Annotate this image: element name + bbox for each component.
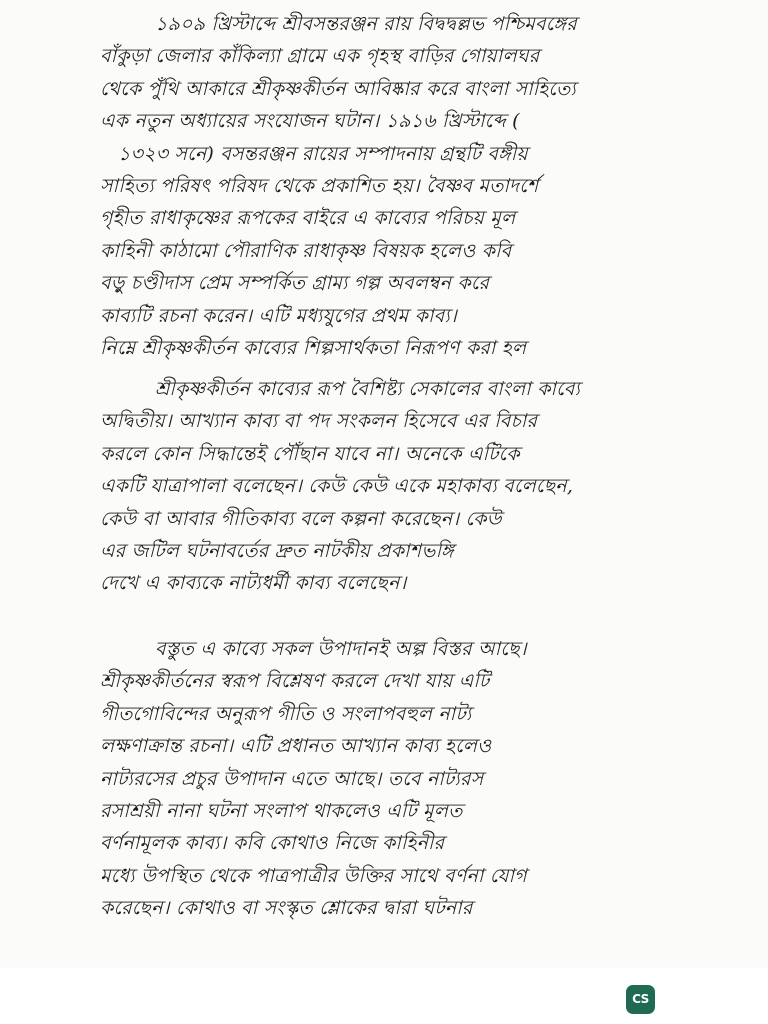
text-line: শ্রীকৃষ্ণকীর্তনের স্বরূপ বিশ্লেষণ করলে দেখা যায় এটি [100, 670, 490, 693]
text-line: করেছেন। কোথাও বা সংস্কৃত শ্লোকের দ্বারা ঘটনার [100, 897, 473, 920]
text-line: এর জটিল ঘটনাবর্তের দ্রুত নাটকীয় প্রকাশভঙ্গি [100, 539, 454, 562]
text-line: লক্ষণাক্রান্ত রচনা। এটি প্রধানত আখ্যান কাব্য হলেও [100, 735, 492, 758]
text-line: অদ্বিতীয়। আখ্যান কাব্য বা পদ সংকলন হিসেবে এর বিচার [100, 410, 538, 433]
text-line: বস্তুত এ কাব্যে সকল উপাদানই অল্প বিস্তর আছে। [155, 638, 527, 660]
paragraph-3 [100, 633, 746, 925]
text-line: গৃহীত রাধাকৃষ্ণের রূপকের বাইরে এ কাব্যের পরিচয় মূল [100, 207, 516, 230]
text-line: মধ্যে উপস্থিত থেকে পাত্রপাত্রীর উক্তির সাথে বর্ণনা যোগ [100, 864, 527, 887]
text-line: রসাশ্রয়ী নানা ঘটনা সংলাপ থাকলেও এটি মূলত [100, 799, 463, 822]
paragraph-2 [100, 373, 746, 600]
text-line: বাঁকুড়া জেলার কাঁকিল্যা গ্রামে এক গৃহস্থ বাড়ির গোয়ালঘর [100, 45, 540, 68]
text-line: বড়ু চণ্ডীদাস প্রেম সম্পর্কিত গ্রাম্য গল্প অবলম্বন করে [100, 272, 490, 295]
text-line: বর্ণনামূলক কাব্য। কবি কোথাও নিজে কাহিনীর [100, 832, 445, 855]
text-line: ১৩২৩ সনে) বসন্তরঞ্জন রায়ের সম্পাদনায় গ্রন্থটি বঙ্গীয় [118, 142, 528, 165]
text-line: কেউ বা আবার গীতিকাব্য বলে কল্পনা করেছেন। কেউ [100, 507, 502, 530]
text-line: গীতগোবিন্দের অনুরূপ গীতি ও সংলাপবহুল নাট্য [100, 702, 472, 725]
paragraph-1 [100, 8, 746, 364]
text-line: করলে কোন সিদ্ধান্তেই পৌঁছান যাবে না। অনেকে এটিকে [100, 442, 520, 465]
text-line: নাট্যরসের প্রচুর উপাদান এতে আছে। তবে নাট্যরস [100, 767, 484, 790]
text-line: ১৯০৯ খ্রিস্টাব্দে শ্রীবসন্তরঞ্জন রায় বিদ্বদ্বল্লভ পশ্চিমবঙ্গের [155, 13, 577, 35]
text-line: শ্রীকৃষ্ণকীর্তন কাব্যের রূপ বৈশিষ্ট্য সেকালের বাংলা কাব্যে [155, 378, 581, 400]
text-line: কাব্যটি রচনা করেন। এটি মধ্যযুগের প্রথম কাব্য। [100, 304, 457, 327]
text-line: একটি যাত্রাপালা বলেছেন। কেউ কেউ একে মহাকাব্য বলেছেন, [100, 475, 574, 498]
text-line: থেকে পুঁথি আকারে শ্রীকৃষ্ণকীর্তন আবিষ্কার করে বাংলা সাহিত্যে [100, 77, 577, 100]
text-line: নিম্নে শ্রীকৃষ্ণকীর্তন কাব্যের শিল্পসার্থকতা নিরূপণ করা হল [100, 336, 527, 359]
text-line: সাহিত্য পরিষৎ পরিষদ থেকে প্রকাশিত হয়। বৈষ্ণব মতাদর্শে [100, 174, 539, 197]
text-line: দেখে এ কাব্যকে নাট্যধর্মী কাব্য বলেছেন। [100, 572, 407, 595]
camscanner-logo-icon: CS [626, 985, 655, 1014]
text-line: কাহিনী কাঠামো পৌরাণিক রাধাকৃষ্ণ বিষয়ক হলেও কবি [100, 239, 512, 262]
text-line: এক নতুন অধ্যায়ের সংযোজন ঘটান। ১৯১৬ খ্রিস্টাব্দে ( [100, 110, 520, 133]
